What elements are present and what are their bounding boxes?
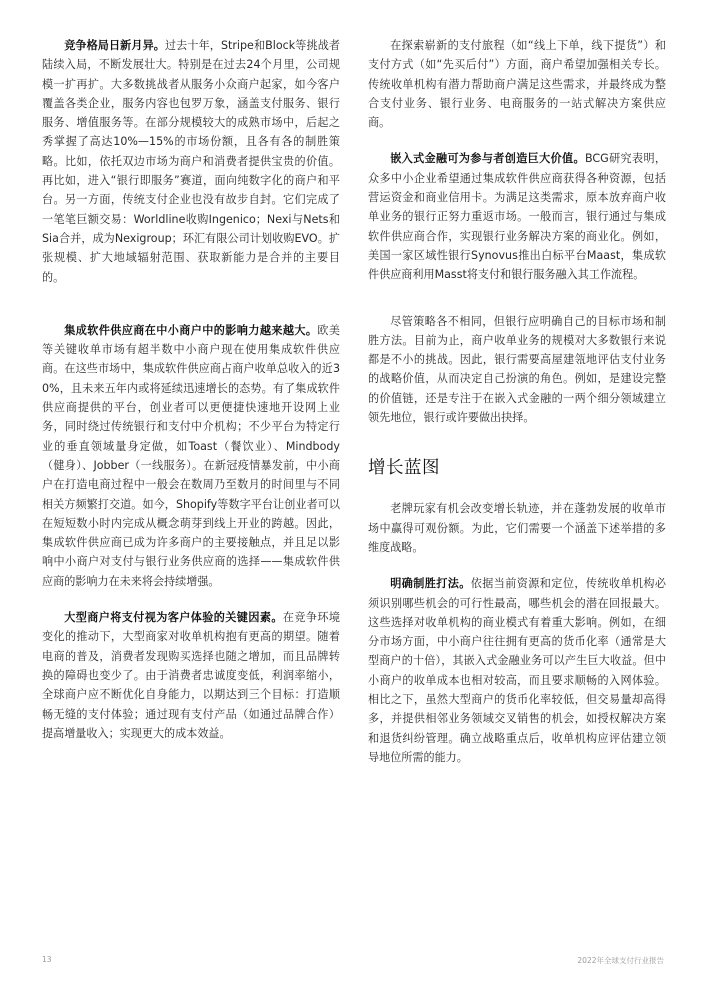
paragraph-body: 在探索崭新的支付旅程（如“线上下单，线下提货”）和支付方式（如“先买后付”）方面，商户希望加强相关专长。传统收单机构有潜力帮助商户满足这些需求，并最终成为整合支付业务、银行业务、电商服务的一站式解决方案供应商。 xyxy=(368,39,666,130)
paragraph-embedded-finance xyxy=(368,149,666,284)
paragraph-competitive-landscape xyxy=(42,36,340,287)
paragraph-body: 过去十年，Stripe和Block等挑战者陆续入局，不断发展壮大。特别是在过去24个月里，公司规模一扩再扩。大多数挑战者从服务小众商户起家，如今客户覆盖各类企业，服务内容也包罗万象，涵盖支付服务、银行服务、增值服务等。在部分规模较大的成熟市场中，后起之秀掌握了高达10%—15%的市场份额，且各有各的制胜策略。比如，依托双边市场为商户和消费者提供宝贵的价值。再比如，进入“银行即服务”赛道，面向纯数字化的商户和平台。另一方面，传统支付企业也没有故步自封。它们完成了一笔笔巨额交易：Worldline收购Ingenico；Nexi与Nets和Sia合并，成为Nexigroup；环汇有限公司计划收购EVO。扩张规模、扩大地域辐射范围、获取新能力是合并的主要目的。 xyxy=(42,39,340,284)
paragraph-bank-strategy xyxy=(368,312,666,428)
paragraph-lead: 嵌入式金融可为参与者创造巨大价值。 xyxy=(390,152,585,166)
paragraph-lead: 大型商户将支付视为客户体验的关键因素。 xyxy=(64,611,283,625)
paragraph-body: 依据当前资源和定位，传统收单机构必须识别哪些机会的可行性最高，哪些机会的潜在回报最大。这些选择对收单机构的商业模式有着重大影响。例如，在细分市场方面，中小商户往往拥有更高的货币化率（通常是大型商户的十倍），其嵌入式金融业务可以产生巨大收益。但中小商户的收单成本也相对较高，而且要求顺畅的入网体验。相比之下，虽然大型商户的货币化率较低，但交易量却高得多，并提供相邻业务领域交叉销售的机会，如授权解决方案和退货纠纷管理。确立战略重点后，收单机构应评估建立领导地位所需的能力。 xyxy=(368,577,666,764)
paragraph-body: BCG研究表明，众多中小企业希望通过集成软件供应商获得各种资源，包括营运资金和商业信用卡。为满足这类需求，原本放弃商户收单业务的银行正努力重返市场。一般而言，银行通过与集成软件供应商合作，实现银行业务解决方案的商业化。例如，美国一家区域性银行Synovus推出白标平台Maast，集成软件供应商利用Masst将支付和银行服务融入其工作流程。 xyxy=(368,152,666,282)
paragraph-lead: 明确制胜打法。 xyxy=(390,577,471,591)
paragraph-payment-journeys xyxy=(368,36,666,132)
paragraph-body: 欧美等关键收单市场有超半数中小商户现在使用集成软件供应商。在这些市场中，集成软件供应商占商户收单总收入的近30%，且未来五年内或将延续迅速增长的态势。有了集成软件供应商提供的平台，创业者可以更便捷快速地开设网上业务，同时绕过传统银行和支付中介机构；不少平台为特定行业的垂直领域量身定做，如Toast（餐饮业）、Mindbody（健身）、Jobber（一线服务）。在新冠疫情暴发前，中小商户在打造电商过程中一般会在数周乃至数月的时间里与不同相关方频繁打交道。如今，Shopify等数字平台让创业者可以在短短数小时内完成从概念萌芽到线上开业的跨越。因此，集成软件供应商已成为许多商户的主要接触点，并且足以影响中小商户对支付与银行业务供应商的选择——集成软件供应商的影响力在未来将会持续增强。 xyxy=(42,323,340,588)
paragraph-body: 尽管策略各不相同，但银行应明确自己的目标市场和制胜方法。目前为止，商户收单业务的规模对大多数银行来说都是不小的挑战。因此，银行需要高屋建瓴地评估支付业务的战略价值，从而决定自己扮演的角色。例如，是建设完整的价值链，还是专注于在嵌入式金融的一两个细分领域建立领先地位，银行或许要做出抉择。 xyxy=(368,314,666,425)
report-title: 2022年全球支付行业报告 xyxy=(577,956,664,965)
paragraph-growth-intro xyxy=(368,499,666,557)
paragraph-lead: 竞争格局日新月异。 xyxy=(64,39,165,52)
paragraph-integrated-software-vendors xyxy=(42,321,340,591)
paragraph-large-merchants xyxy=(42,608,340,743)
left-column xyxy=(42,36,340,743)
paragraph-body: 在竞争环境变化的推动下，大型商家对收单机构抱有更高的期望。随着电商的普及，消费者发现购买选择也随之增加，而且品牌转换的障碍也变少了。由于消费者忠诚度变低，利润率缩小，全球商户应不断优化自身能力，以期达到三个目标：打造顺畅无缝的支付体验；通过现有支付产品（如通过品牌合作）提高增量收入；实现更大的成本效益。 xyxy=(42,611,340,740)
page-number: 13 xyxy=(42,955,52,964)
paragraph-winning-play xyxy=(368,574,666,767)
paragraph-body: 老牌玩家有机会改变增长轨迹，并在蓬勃发展的收单市场中赢得可观份额。为此，它们需要一个涵盖下述举措的多维度战略。 xyxy=(368,502,666,554)
right-column xyxy=(368,36,666,767)
paragraph-lead: 集成软件供应商在中小商户中的影响力越来越大。 xyxy=(64,323,318,337)
section-heading-growth-blueprint: 增长蓝图 xyxy=(368,458,440,479)
